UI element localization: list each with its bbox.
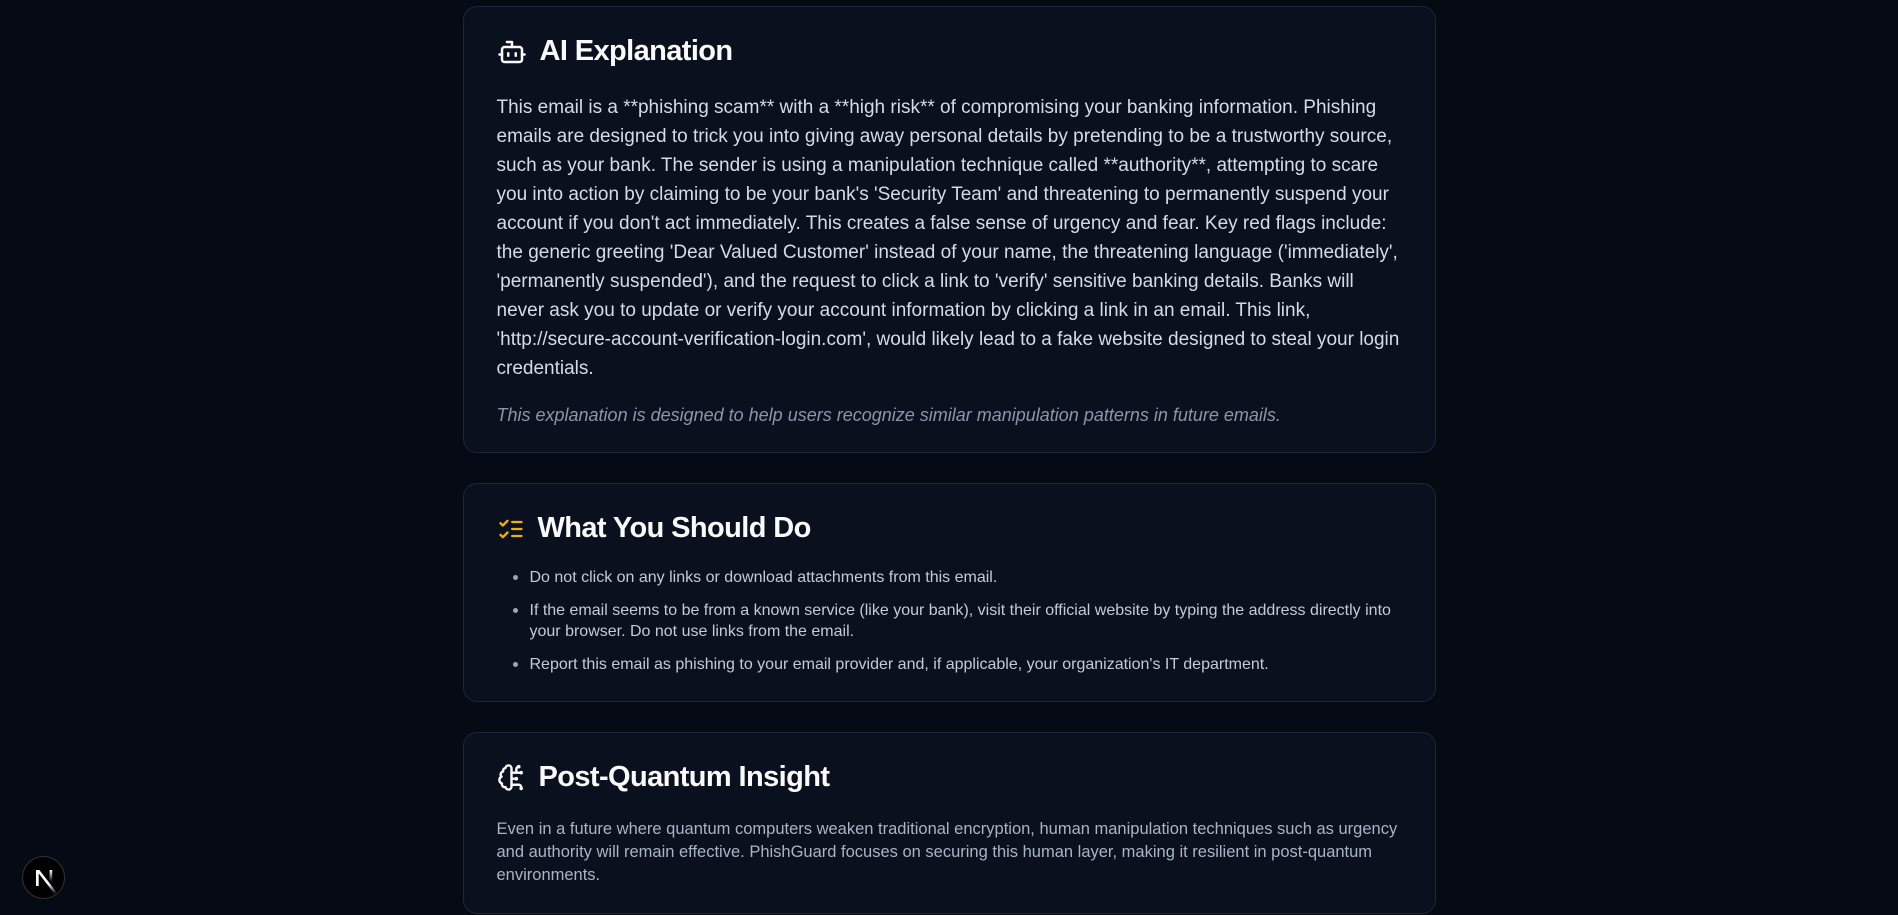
what-you-should-do-card — [463, 483, 1436, 702]
ai-explanation-card — [463, 6, 1436, 453]
ai-explanation-header — [497, 35, 1402, 68]
post-quantum-insight-card — [463, 732, 1436, 914]
quantum-insight-text: Even in a future where quantum computers weaken traditional encryption, human manipulation techniques such as urgency and authority will remain effective. PhishGuard focuses on securing this human layer, making it resilient in post-quantum environments. — [496, 820, 1398, 884]
card-title: Post-Quantum Insight — [538, 761, 830, 793]
analysis-results — [463, 0, 1436, 914]
nextjs-logo-icon — [24, 858, 64, 898]
recommendations-list — [497, 567, 1402, 675]
explanation-note: This explanation is designed to help users recognize similar manipulation patterns in future emails. — [496, 405, 1281, 425]
nextjs-devtools-button[interactable] — [22, 856, 65, 899]
recommendation-item: Report this email as phishing to your email provider and, if applicable, your organization's IT department. — [511, 654, 1402, 676]
recommendation-item: Do not click on any links or download attachments from this email. — [511, 567, 1402, 589]
card-title: What You Should Do — [537, 512, 811, 544]
list-checks-icon — [497, 515, 525, 543]
bot-icon — [497, 37, 527, 67]
explanation-text: This email is a **phishing scam** with a **high risk** of compromising your banking information. Phishing emails are designed to trick you into giving away personal details by pretending to be a trustworthy source, such as your bank. The sender is using a manipulation technique called **authority**, attempting to scare you into action by claiming to be your bank's 'Security Team' and threatening to permanently suspend your account if you don't act immediately. This creates a false sense of urgency and fear. Key red flags include: the generic greeting 'Dear Valued Customer' instead of your name, the threatening language ('immediately', 'permanently suspended'), and the request to click a link to 'verify' sensitive banking details. Banks will never ask you to update or verify your account information by clicking a link in an email. This link, 'http://secure-account-verification-login.com', would likely lead to a fake website designed to steal your login credentials. — [496, 97, 1400, 379]
what-you-should-do-header — [497, 512, 1402, 545]
card-title: AI Explanation — [539, 35, 733, 67]
post-quantum-insight-header — [497, 761, 1402, 794]
brain-circuit-icon — [497, 763, 526, 792]
recommendation-item: If the email seems to be from a known service (like your bank), visit their official website by typing the address directly into your browser. Do not use links from the email. — [511, 600, 1402, 643]
